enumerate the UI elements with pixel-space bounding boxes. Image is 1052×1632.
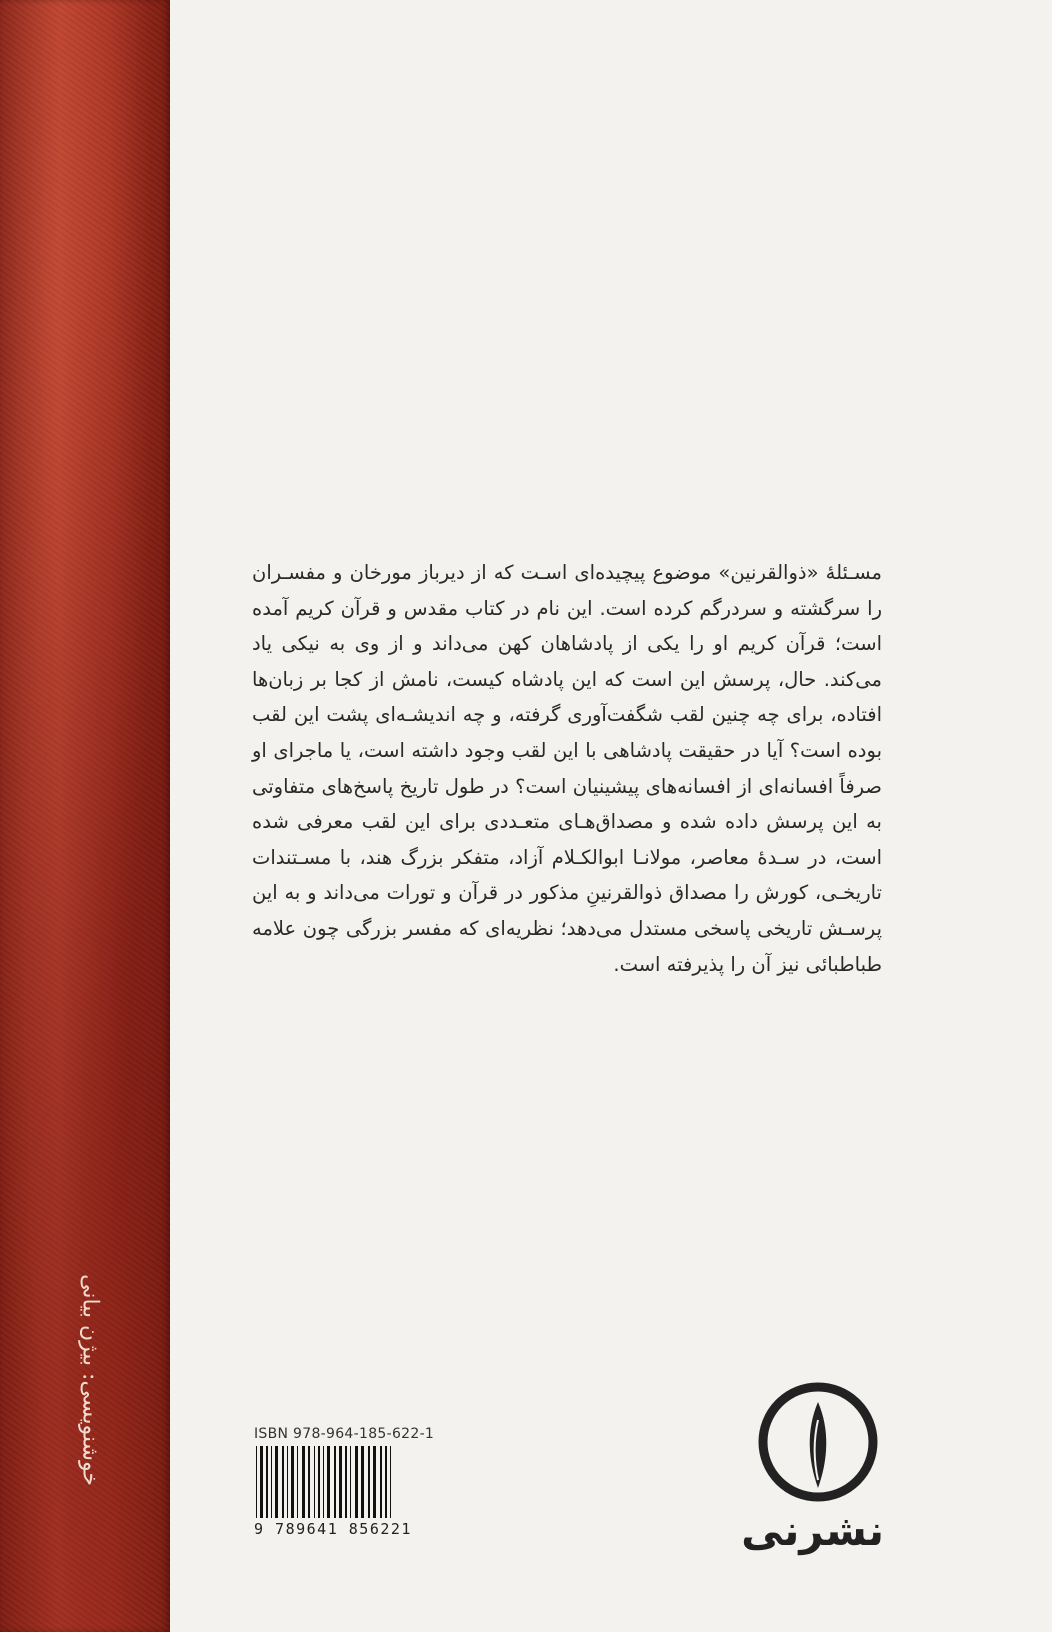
barcode-bar xyxy=(291,1446,294,1518)
barcode-bar xyxy=(380,1446,382,1518)
reed-in-circle-icon xyxy=(756,1380,880,1504)
back-cover-blurb: مسـئلهٔ «ذوالقرنین» موضوع پیچیده‌ای اسـت که از دیرباز مورخان و مفسـران را سرگشته و سردرگم کرده است. این نام در کتاب مقدس و قرآن کریم آمده است؛ قرآن کریم او را یکی از پادشاهان کهن می‌داند و از وی به نیکی یاد می‌کند. حال، پرسش این است که این پادشاه کیست، نامش از کجا بر زبان‌ها افتاده، برای چه چنین لقب شگفت‌آوری گرفته، و چه اندیشـه‌ای پشت این لقب بوده است؟ آیا در حقیقت پادشاهی با این لقب وجود داشته است، یا ماجرای او صرفاً افسانه‌ای از افسانه‌های پیشینیان است؟ در طول تاریخ پاسخ‌های متفاوتی به این پرسش داده شده و مصداق‌هـای متعـددی برای این لقب معرفی شده است، در سـدهٔ معاصر، مولانـا ابوالکـلام آزاد، متفکر بزرگ هند، با مسـتندات تاریخـی، کورش را مصداق ذوالقرنینِ مذکور در قرآن و تورات می‌داند و به این پرسـش تاریخی پاسخی مستدل می‌دهد؛ نظریه‌ای که مفسر بزرگی چون علامه طباطبائی نیز آن را پذیرفته است. xyxy=(252,561,882,976)
barcode-bar xyxy=(334,1446,336,1518)
barcode-bar xyxy=(302,1446,305,1518)
barcode-icon xyxy=(254,1446,444,1518)
barcode-bar xyxy=(323,1446,324,1518)
barcode-bar xyxy=(345,1446,347,1518)
publisher-logo xyxy=(741,1380,884,1555)
barcode-bar xyxy=(256,1446,257,1518)
cover-spine xyxy=(0,0,170,1632)
isbn-block xyxy=(254,1426,444,1538)
barcode-bar xyxy=(275,1446,278,1518)
barcode-bar xyxy=(287,1446,288,1518)
barcode-bar xyxy=(385,1446,387,1518)
barcode-bar xyxy=(390,1446,391,1518)
barcode-bar xyxy=(318,1446,320,1518)
barcode-bar xyxy=(373,1446,376,1518)
barcode-bar xyxy=(368,1446,370,1518)
barcode-bar xyxy=(327,1446,330,1518)
barcode-bar xyxy=(314,1446,315,1518)
publisher-name: نشرنی xyxy=(741,1506,884,1555)
barcode-bar xyxy=(308,1446,310,1518)
isbn-label: ISBN 978-964-185-622-1 xyxy=(254,1426,435,1442)
barcode-bar xyxy=(271,1446,272,1518)
barcode-bar xyxy=(297,1446,298,1518)
barcode-bar xyxy=(260,1446,263,1518)
barcode-bar xyxy=(339,1446,342,1518)
calligrapher-signature: خوشنویسی: بیژن بیانی xyxy=(77,1274,103,1486)
barcode-bar xyxy=(355,1446,358,1518)
barcode-bar xyxy=(266,1446,268,1518)
barcode-digits: 9 789641 856221 xyxy=(254,1520,412,1538)
barcode-bar xyxy=(282,1446,284,1518)
barcode-bar xyxy=(350,1446,351,1518)
barcode-bar xyxy=(361,1446,364,1518)
